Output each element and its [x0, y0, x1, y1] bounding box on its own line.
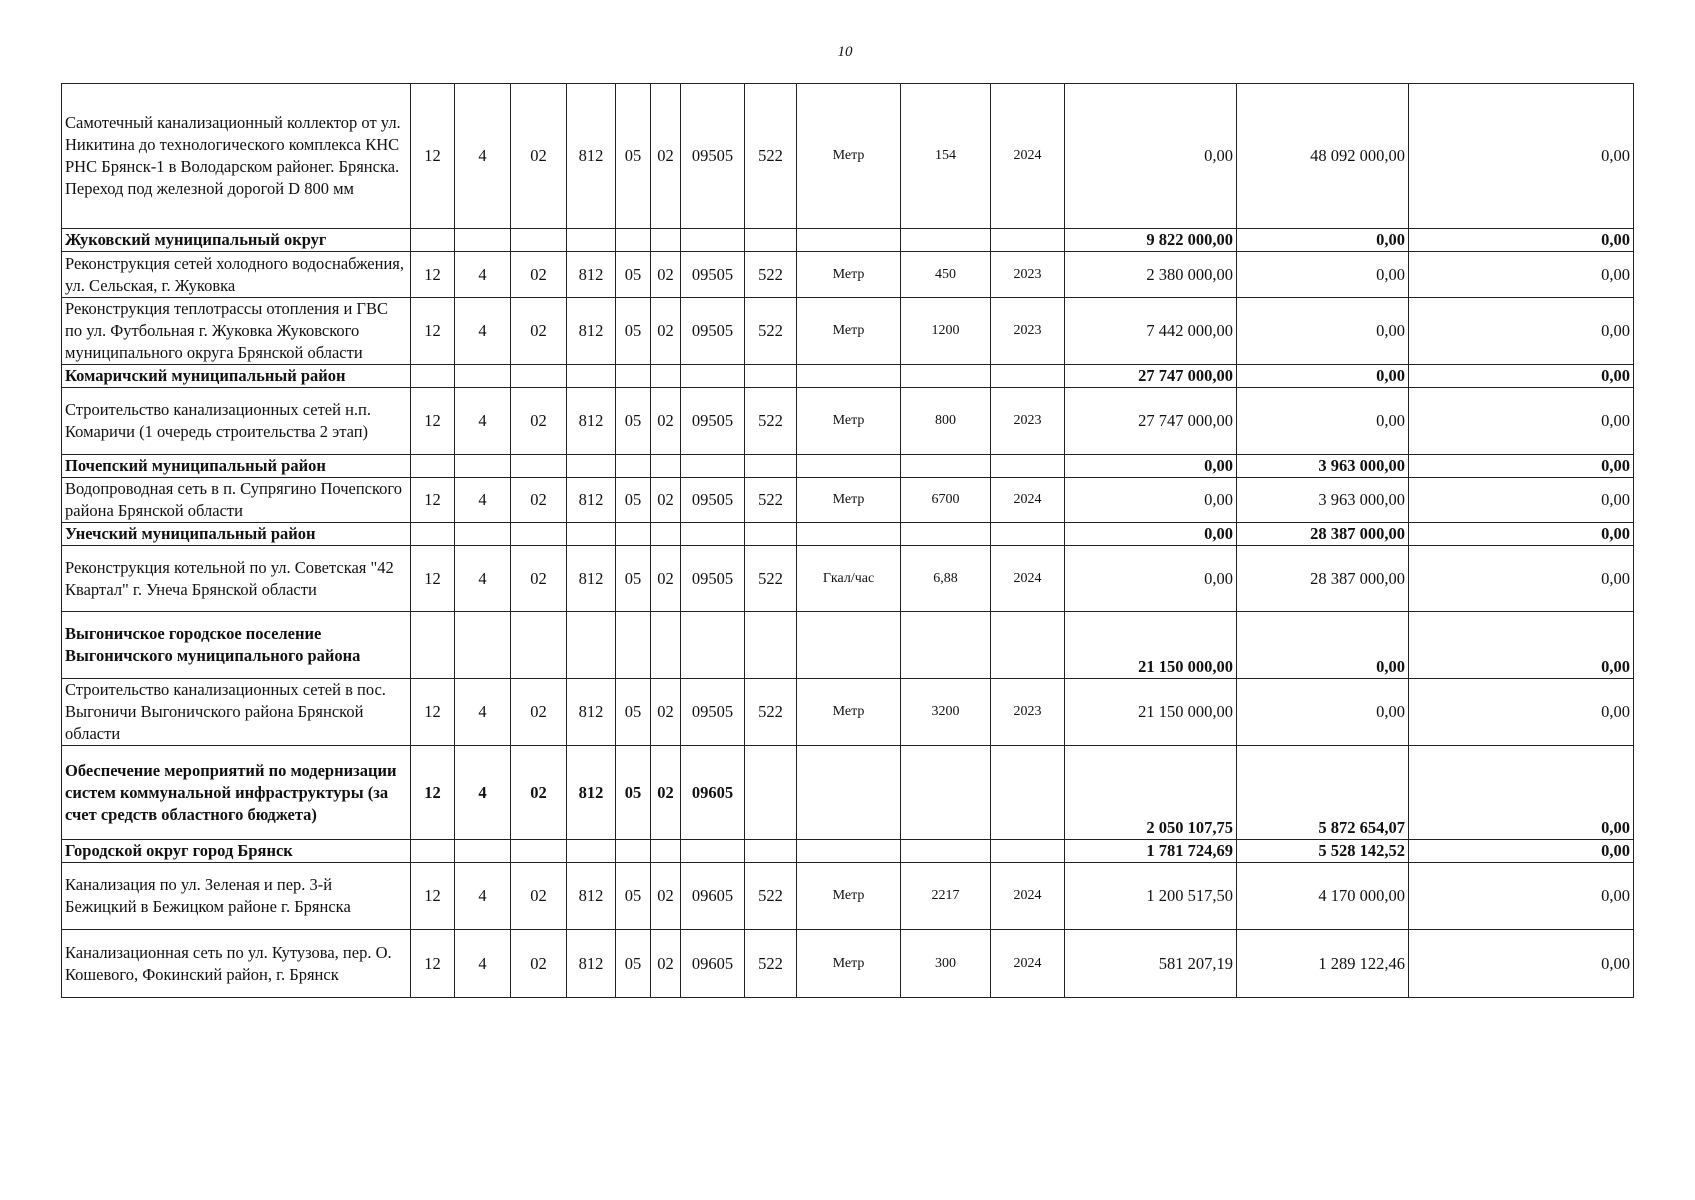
table-group-row	[62, 612, 1634, 679]
project-name-cell: Комаричский муниципальный район	[62, 365, 411, 388]
table-row	[62, 252, 1634, 298]
code-cell	[511, 455, 567, 478]
code-cell	[745, 229, 797, 252]
table-group-row	[62, 746, 1634, 840]
amount-cell: 48 092 000,00	[1237, 84, 1409, 229]
code-cell: 09505	[681, 84, 745, 229]
code-cell: 02	[651, 298, 681, 365]
code-cell	[745, 365, 797, 388]
code-cell: 02	[651, 546, 681, 612]
code-cell: 05	[616, 388, 651, 455]
unit-cell: Метр	[797, 298, 901, 365]
code-cell: 02	[651, 252, 681, 298]
code-cell: 09505	[681, 298, 745, 365]
amount-cell: 0,00	[1409, 365, 1634, 388]
code-cell	[455, 229, 511, 252]
code-cell: 02	[651, 388, 681, 455]
amount-cell: 0,00	[1065, 84, 1237, 229]
code-cell: 02	[511, 546, 567, 612]
amount-cell: 0,00	[1409, 84, 1634, 229]
code-cell	[511, 612, 567, 679]
capacity-cell	[901, 229, 991, 252]
amount-cell: 7 442 000,00	[1065, 298, 1237, 365]
amount-cell: 27 747 000,00	[1065, 388, 1237, 455]
amount-cell: 28 387 000,00	[1237, 523, 1409, 546]
table-row	[62, 546, 1634, 612]
code-cell: 4	[455, 84, 511, 229]
code-cell	[511, 365, 567, 388]
amount-cell: 1 289 122,46	[1237, 930, 1409, 998]
code-cell: 4	[455, 930, 511, 998]
amount-cell: 0,00	[1237, 679, 1409, 746]
year-cell	[991, 229, 1065, 252]
code-cell: 09505	[681, 252, 745, 298]
code-cell	[616, 612, 651, 679]
capacity-cell: 450	[901, 252, 991, 298]
table-group-row	[62, 365, 1634, 388]
amount-cell: 5 528 142,52	[1237, 840, 1409, 863]
code-cell: 522	[745, 930, 797, 998]
table-group-row	[62, 455, 1634, 478]
code-cell: 02	[511, 863, 567, 930]
amount-cell: 0,00	[1409, 229, 1634, 252]
project-name-cell: Жуковский муниципальный округ	[62, 229, 411, 252]
unit-cell	[797, 523, 901, 546]
year-cell	[991, 455, 1065, 478]
table-row	[62, 679, 1634, 746]
capacity-cell: 3200	[901, 679, 991, 746]
table-group-row	[62, 840, 1634, 863]
year-cell	[991, 523, 1065, 546]
year-cell	[991, 365, 1065, 388]
code-cell: 4	[455, 746, 511, 840]
code-cell: 09605	[681, 930, 745, 998]
year-cell: 2023	[991, 298, 1065, 365]
code-cell: 05	[616, 478, 651, 523]
code-cell: 05	[616, 746, 651, 840]
unit-cell	[797, 612, 901, 679]
code-cell: 05	[616, 298, 651, 365]
code-cell: 12	[411, 478, 455, 523]
code-cell	[745, 840, 797, 863]
code-cell: 02	[651, 930, 681, 998]
amount-cell: 0,00	[1237, 612, 1409, 679]
code-cell: 02	[511, 84, 567, 229]
table-group-row	[62, 523, 1634, 546]
unit-cell	[797, 746, 901, 840]
project-name-cell: Самотечный канализационный коллектор от ул. Никитина до технологического комплекса КНС РНС Брянск-1 в Володарском районег. Брянска. Переход под железной дорогой D 800 мм	[62, 84, 411, 229]
code-cell	[681, 455, 745, 478]
code-cell: 4	[455, 679, 511, 746]
code-cell: 12	[411, 930, 455, 998]
code-cell	[567, 523, 616, 546]
project-name-cell: Канализация по ул. Зеленая и пер. 3-й Бежицкий в Бежицком районе г. Брянска	[62, 863, 411, 930]
amount-cell: 5 872 654,07	[1237, 746, 1409, 840]
project-name-cell: Строительство канализационных сетей н.п. Комаричи (1 очередь строительства 2 этап)	[62, 388, 411, 455]
amount-cell: 0,00	[1409, 863, 1634, 930]
code-cell	[567, 840, 616, 863]
code-cell: 522	[745, 388, 797, 455]
project-name-cell: Строительство канализационных сетей в пос. Выгоничи Выгоничского района Брянской области	[62, 679, 411, 746]
code-cell: 812	[567, 478, 616, 523]
code-cell: 522	[745, 679, 797, 746]
code-cell: 02	[511, 478, 567, 523]
code-cell	[651, 455, 681, 478]
project-name-cell: Реконструкция котельной по ул. Советская "42 Квартал" г. Унеча Брянской области	[62, 546, 411, 612]
code-cell	[411, 365, 455, 388]
project-name-cell: Канализационная сеть по ул. Кутузова, пер. О. Кошевого, Фокинский район, г. Брянск	[62, 930, 411, 998]
code-cell	[681, 840, 745, 863]
code-cell: 12	[411, 298, 455, 365]
year-cell: 2023	[991, 388, 1065, 455]
project-name-cell: Обеспечение мероприятий по модернизации систем коммунальной инфраструктуры (за счет средств областного бюджета)	[62, 746, 411, 840]
code-cell: 02	[511, 930, 567, 998]
table-row	[62, 298, 1634, 365]
capacity-cell	[901, 365, 991, 388]
code-cell	[411, 523, 455, 546]
amount-cell: 0,00	[1409, 679, 1634, 746]
capacity-cell: 154	[901, 84, 991, 229]
code-cell: 812	[567, 679, 616, 746]
code-cell	[567, 229, 616, 252]
capacity-cell: 300	[901, 930, 991, 998]
table-group-row	[62, 229, 1634, 252]
project-name-cell: Выгоничское городское поселение Выгоничского муниципального района	[62, 612, 411, 679]
amount-cell: 3 963 000,00	[1237, 455, 1409, 478]
year-cell: 2024	[991, 930, 1065, 998]
project-name-cell: Реконструкция теплотрассы отопления и ГВС по ул. Футбольная г. Жуковка Жуковского муниципального округа Брянской области	[62, 298, 411, 365]
amount-cell: 0,00	[1409, 840, 1634, 863]
code-cell	[567, 365, 616, 388]
code-cell	[745, 455, 797, 478]
code-cell	[511, 523, 567, 546]
code-cell: 812	[567, 930, 616, 998]
amount-cell: 0,00	[1237, 298, 1409, 365]
year-cell	[991, 746, 1065, 840]
amount-cell: 0,00	[1409, 388, 1634, 455]
table-row	[62, 388, 1634, 455]
amount-cell: 0,00	[1237, 252, 1409, 298]
code-cell: 812	[567, 546, 616, 612]
amount-cell: 581 207,19	[1065, 930, 1237, 998]
capacity-cell: 800	[901, 388, 991, 455]
amount-cell: 0,00	[1237, 388, 1409, 455]
code-cell	[616, 840, 651, 863]
code-cell	[616, 523, 651, 546]
code-cell: 09505	[681, 546, 745, 612]
code-cell: 05	[616, 679, 651, 746]
unit-cell: Метр	[797, 863, 901, 930]
code-cell: 02	[651, 679, 681, 746]
code-cell: 12	[411, 546, 455, 612]
code-cell	[616, 455, 651, 478]
project-name-cell: Городской округ город Брянск	[62, 840, 411, 863]
code-cell	[455, 523, 511, 546]
code-cell: 02	[651, 746, 681, 840]
code-cell: 09605	[681, 746, 745, 840]
amount-cell: 21 150 000,00	[1065, 612, 1237, 679]
table-row	[62, 478, 1634, 523]
code-cell	[745, 746, 797, 840]
code-cell: 812	[567, 84, 616, 229]
code-cell	[411, 840, 455, 863]
code-cell: 522	[745, 252, 797, 298]
code-cell: 02	[511, 679, 567, 746]
code-cell	[455, 365, 511, 388]
amount-cell: 0,00	[1409, 455, 1634, 478]
code-cell	[511, 840, 567, 863]
unit-cell: Метр	[797, 478, 901, 523]
amount-cell: 0,00	[1409, 612, 1634, 679]
code-cell: 02	[651, 84, 681, 229]
code-cell: 05	[616, 252, 651, 298]
amount-cell: 0,00	[1409, 298, 1634, 365]
code-cell	[651, 229, 681, 252]
code-cell: 05	[616, 930, 651, 998]
code-cell	[681, 229, 745, 252]
code-cell: 522	[745, 478, 797, 523]
code-cell	[411, 455, 455, 478]
code-cell: 09605	[681, 863, 745, 930]
unit-cell: Метр	[797, 930, 901, 998]
code-cell: 4	[455, 298, 511, 365]
amount-cell: 28 387 000,00	[1237, 546, 1409, 612]
project-name-cell: Реконструкция сетей холодного водоснабжения, ул. Сельская, г. Жуковка	[62, 252, 411, 298]
year-cell: 2023	[991, 252, 1065, 298]
code-cell	[651, 365, 681, 388]
amount-cell: 1 781 724,69	[1065, 840, 1237, 863]
code-cell: 12	[411, 252, 455, 298]
code-cell: 02	[651, 478, 681, 523]
year-cell: 2024	[991, 546, 1065, 612]
code-cell: 02	[511, 298, 567, 365]
unit-cell: Метр	[797, 84, 901, 229]
code-cell: 522	[745, 84, 797, 229]
unit-cell: Метр	[797, 679, 901, 746]
amount-cell: 0,00	[1409, 478, 1634, 523]
code-cell: 09505	[681, 478, 745, 523]
code-cell: 4	[455, 388, 511, 455]
code-cell	[681, 365, 745, 388]
code-cell: 12	[411, 746, 455, 840]
amount-cell: 3 963 000,00	[1237, 478, 1409, 523]
code-cell: 05	[616, 546, 651, 612]
unit-cell	[797, 229, 901, 252]
code-cell: 812	[567, 863, 616, 930]
amount-cell: 0,00	[1065, 546, 1237, 612]
amount-cell: 0,00	[1409, 252, 1634, 298]
code-cell	[411, 612, 455, 679]
unit-cell	[797, 455, 901, 478]
code-cell: 05	[616, 84, 651, 229]
code-cell: 09505	[681, 679, 745, 746]
code-cell	[567, 612, 616, 679]
code-cell: 12	[411, 84, 455, 229]
code-cell: 522	[745, 298, 797, 365]
amount-cell: 0,00	[1409, 546, 1634, 612]
code-cell: 812	[567, 298, 616, 365]
amount-cell: 0,00	[1237, 365, 1409, 388]
code-cell: 12	[411, 679, 455, 746]
amount-cell: 0,00	[1409, 523, 1634, 546]
code-cell	[745, 612, 797, 679]
code-cell	[651, 612, 681, 679]
code-cell	[455, 455, 511, 478]
code-cell	[681, 612, 745, 679]
amount-cell: 2 050 107,75	[1065, 746, 1237, 840]
code-cell	[455, 612, 511, 679]
capacity-cell	[901, 746, 991, 840]
code-cell: 09505	[681, 388, 745, 455]
amount-cell: 27 747 000,00	[1065, 365, 1237, 388]
code-cell: 12	[411, 863, 455, 930]
year-cell	[991, 612, 1065, 679]
amount-cell: 4 170 000,00	[1237, 863, 1409, 930]
code-cell	[651, 840, 681, 863]
project-name-cell: Почепский муниципальный район	[62, 455, 411, 478]
code-cell: 522	[745, 863, 797, 930]
code-cell: 12	[411, 388, 455, 455]
code-cell: 4	[455, 252, 511, 298]
code-cell: 812	[567, 252, 616, 298]
table-row	[62, 930, 1634, 998]
table-row	[62, 84, 1634, 229]
unit-cell: Метр	[797, 388, 901, 455]
amount-cell: 0,00	[1409, 930, 1634, 998]
year-cell: 2023	[991, 679, 1065, 746]
capacity-cell	[901, 612, 991, 679]
project-name-cell: Водопроводная сеть в п. Супрягино Почепского района Брянской области	[62, 478, 411, 523]
capacity-cell: 1200	[901, 298, 991, 365]
amount-cell: 0,00	[1065, 523, 1237, 546]
amount-cell: 0,00	[1065, 478, 1237, 523]
unit-cell	[797, 365, 901, 388]
capacity-cell	[901, 455, 991, 478]
year-cell: 2024	[991, 84, 1065, 229]
capacity-cell	[901, 840, 991, 863]
code-cell: 4	[455, 863, 511, 930]
amount-cell: 9 822 000,00	[1065, 229, 1237, 252]
project-name-cell: Унечский муниципальный район	[62, 523, 411, 546]
code-cell: 522	[745, 546, 797, 612]
code-cell	[411, 229, 455, 252]
unit-cell: Метр	[797, 252, 901, 298]
amount-cell: 21 150 000,00	[1065, 679, 1237, 746]
code-cell: 4	[455, 478, 511, 523]
amount-cell: 0,00	[1409, 746, 1634, 840]
code-cell: 812	[567, 388, 616, 455]
code-cell: 4	[455, 546, 511, 612]
code-cell: 02	[511, 746, 567, 840]
year-cell	[991, 840, 1065, 863]
year-cell: 2024	[991, 478, 1065, 523]
code-cell	[651, 523, 681, 546]
code-cell	[567, 455, 616, 478]
capacity-cell: 6700	[901, 478, 991, 523]
capacity-cell: 2217	[901, 863, 991, 930]
code-cell: 02	[511, 252, 567, 298]
unit-cell	[797, 840, 901, 863]
code-cell	[616, 229, 651, 252]
year-cell: 2024	[991, 863, 1065, 930]
unit-cell: Гкал/час	[797, 546, 901, 612]
amount-cell: 2 380 000,00	[1065, 252, 1237, 298]
code-cell	[455, 840, 511, 863]
code-cell	[745, 523, 797, 546]
table-row	[62, 863, 1634, 930]
code-cell	[511, 229, 567, 252]
page-number: 10	[837, 44, 853, 60]
code-cell: 02	[651, 863, 681, 930]
code-cell	[681, 523, 745, 546]
capacity-cell: 6,88	[901, 546, 991, 612]
code-cell	[616, 365, 651, 388]
amount-cell: 0,00	[1237, 229, 1409, 252]
code-cell: 02	[511, 388, 567, 455]
capacity-cell	[901, 523, 991, 546]
code-cell: 05	[616, 863, 651, 930]
amount-cell: 0,00	[1065, 455, 1237, 478]
amount-cell: 1 200 517,50	[1065, 863, 1237, 930]
budget-table	[61, 83, 1634, 998]
code-cell: 812	[567, 746, 616, 840]
